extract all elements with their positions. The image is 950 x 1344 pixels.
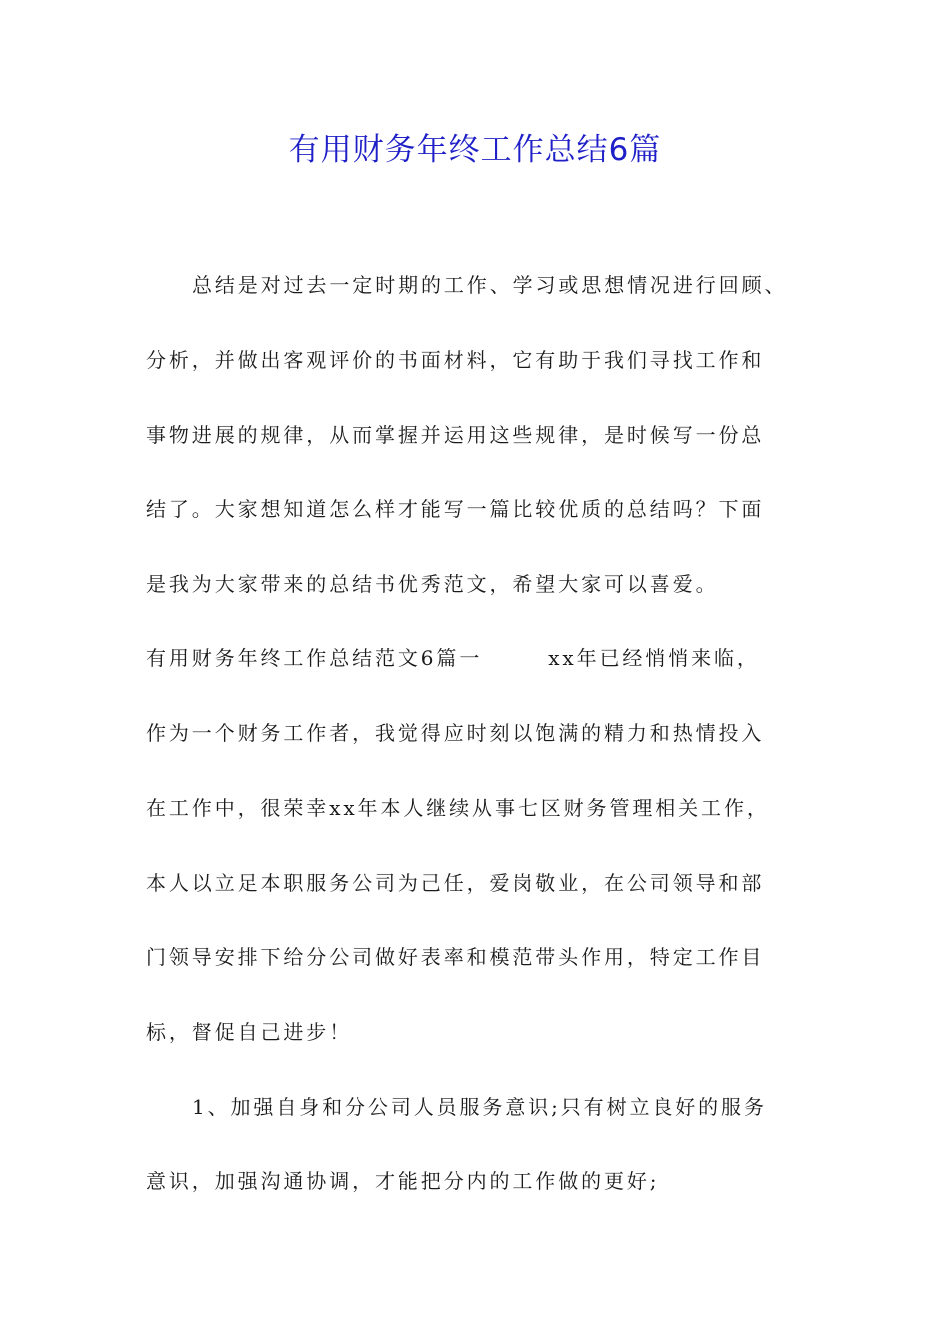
paragraph-line: 作为一个财务工作者，我觉得应时刻以饱满的精力和热情投入 [146,721,765,745]
paragraph-line: 是我为大家带来的总结书优秀范文，希望大家可以喜爱。 [146,572,719,596]
paragraph-line: 分析，并做出客观评价的书面材料，它有助于我们寻找工作和 [146,348,765,372]
section-opening-text: xx年已经悄悄来临， [548,646,760,670]
paragraph-line: 标，督促自己进步！ [146,1020,353,1044]
paragraph-line: 总结是对过去一定时期的工作、学习或思想情况进行回顾、 [192,273,788,297]
paragraph-line: 事物进展的规律，从而掌握并运用这些规律，是时候写一份总 [146,423,765,447]
section-heading: 有用财务年终工作总结范文6篇一 [146,646,483,670]
paragraph-line: 本人以立足本职服务公司为己任，爱岗敬业，在公司领导和部 [146,871,765,895]
list-item-line: 意识，加强沟通协调，才能把分内的工作做的更好; [146,1169,660,1193]
paragraph-line: 在工作中，很荣幸xx年本人继续从事七区财务管理相关工作， [146,796,770,820]
paragraph-line: 结了。大家想知道怎么样才能写一篇比较优质的总结吗？下面 [146,497,765,521]
paragraph-line: 门领导安排下给分公司做好表率和模范带头作用，特定工作目 [146,945,765,969]
section-heading-line [146,643,826,673]
list-item-line: 1、加强自身和分公司人员服务意识;只有树立良好的服务 [192,1095,767,1119]
document-title: 有用财务年终工作总结6篇 [288,132,662,168]
